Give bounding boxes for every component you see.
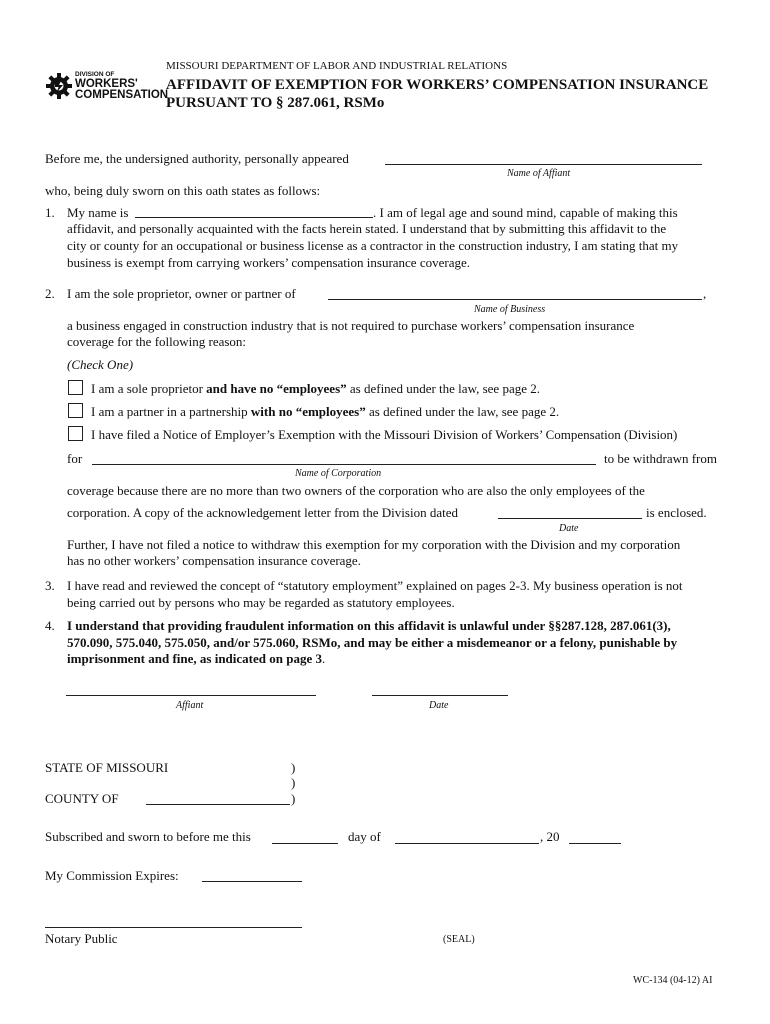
item-1-number: 1. [45,205,55,220]
option-2-text-a: I am a partner in a partnership [91,404,251,419]
item-2-line-3: coverage for the following reason: [67,334,247,349]
business-name-caption: Name of Business [474,304,546,315]
item-4-line-3-text: imprisonment and fine, as indicated on page 3 [67,651,322,666]
coverage-line: coverage because there are no more than two owners of the corporation who are also the only employees of the [67,483,645,498]
item-4-line-3 [67,651,325,667]
gear-icon [46,73,72,99]
year-field[interactable] [569,843,621,844]
option-1-text-a: I am a sole proprietor [91,381,207,396]
paren-2: ) [291,775,296,790]
further-line-1: Further, I have not filed a notice to withdraw this exemption for my corporation with the Division and my corporation [67,537,681,552]
commission-label: My Commission Expires: [45,868,179,883]
item-3-line-2: being carried out by persons who may be regarded as statutory employees. [67,595,455,610]
enclosed-label: is enclosed. [646,505,707,520]
month-field[interactable] [395,843,539,844]
option-1-text-b: and have no “employees” [206,381,347,396]
item-1-line-1-rest: . I am of legal age and sound mind, capable of making this [373,205,678,220]
department-name: MISSOURI DEPARTMENT OF LABOR AND INDUSTRIAL RELATIONS [166,60,508,72]
commission-expires-field[interactable] [202,881,302,882]
option-2-text-c: as defined under the law, see page 2. [365,404,560,419]
notice-filed-checkbox[interactable] [68,426,83,441]
day-of-label: day of [348,829,381,844]
sworn-text: who, being duly sworn on this oath states as follows: [45,183,321,198]
sole-proprietor-checkbox[interactable] [68,380,83,395]
item-2-prefix: I am the sole proprietor, owner or partner of [67,286,296,301]
affiant-signature-field[interactable] [66,695,316,696]
item-1-prefix: My name is [67,205,129,220]
affiant-signature-caption: Affiant [176,700,204,711]
for-label: for [67,451,83,466]
form-title-line-1: AFFIDAVIT OF EXEMPTION FOR WORKERS’ COMPENSATION INSURANCE [166,77,709,93]
item-3-number: 3. [45,578,55,593]
item-1-line-2: affidavit, and personally acquainted with the facts herein stated. I understand that by submitting this affidavit to the [67,221,667,236]
form-title-line-2: PURSUANT TO § 287.061, RSMo [166,95,385,111]
seal-label: (SEAL) [443,934,475,945]
item-1-line-4: business is exempt from carrying workers’ compensation insurance coverage. [67,255,470,270]
option-2-text-b: with no “employees” [250,404,366,419]
notary-signature-field[interactable] [45,927,302,928]
logo-line-2: WORKERS' [75,78,138,90]
ack-date-field[interactable] [498,518,642,519]
subscribed-label: Subscribed and sworn to before me this [45,829,251,844]
notary-public-label: Notary Public [45,931,118,946]
ack-date-caption: Date [559,523,579,534]
item-2-comma: , [703,286,707,301]
further-line-2: has no other workers’ compensation insurance coverage. [67,553,361,568]
item-2-line-2: a business engaged in construction industry that is not required to purchase workers’ compensation insurance [67,318,635,333]
paren-1: ) [291,760,296,775]
state-label: STATE OF MISSOURI [45,760,169,775]
item-2-number: 2. [45,286,55,301]
form-id: WC-134 (04-12) AI [633,975,713,986]
year-label: , 20 [540,829,560,844]
corporation-name-caption: Name of Corporation [295,468,382,479]
check-one-label: (Check One) [67,357,134,372]
signature-date-caption: Date [429,700,449,711]
affiant-name-caption: Name of Affiant [507,168,571,179]
item-4-line-2: 570.090, 575.040, 575.050, and/or 575.060, RSMo, and may be either a misdemeanor or a felony, punishable by [67,635,678,650]
option-1-text-c: as defined under the law, see page 2. [346,381,540,396]
option-sole-proprietor [91,381,540,397]
corporation-name-field[interactable] [92,464,596,465]
paren-3: ) [291,791,296,806]
item-4-number: 4. [45,618,55,633]
county-label: COUNTY OF [45,791,119,806]
logo-line-3: COMPENSATION [75,89,169,101]
item-4-line-1: I understand that providing fraudulent information on this affidavit is unlawful under §§287.128, 287.061(3), [67,618,671,633]
logo-line-1: DIVISION OF [75,71,115,78]
withdrawn-label: to be withdrawn from [604,451,718,466]
appeared-text: Before me, the undersigned authority, personally appeared [45,151,349,166]
item-3-line-1: I have read and reviewed the concept of “statutory employment” explained on pages 2-3. My business operation is not [67,578,683,593]
item-4-line-3-end: . [321,651,326,666]
affiant-name-field[interactable] [385,164,702,165]
division-logo [46,71,169,102]
signature-date-field[interactable] [372,695,508,696]
option-partnership [91,404,559,420]
option-notice-filed: I have filed a Notice of Employer’s Exemption with the Missouri Division of Workers’ Compensation (Division) [91,427,678,442]
my-name-field[interactable] [135,217,373,218]
county-field[interactable] [146,804,290,805]
acknowledgement-line: corporation. A copy of the acknowledgement letter from the Division dated [67,505,458,520]
item-1-line-3: city or county for an occupational or business license as a contractor in the construction industry, I am stating that my [67,238,679,253]
partnership-checkbox[interactable] [68,403,83,418]
day-field[interactable] [272,843,338,844]
business-name-field[interactable] [328,299,702,300]
